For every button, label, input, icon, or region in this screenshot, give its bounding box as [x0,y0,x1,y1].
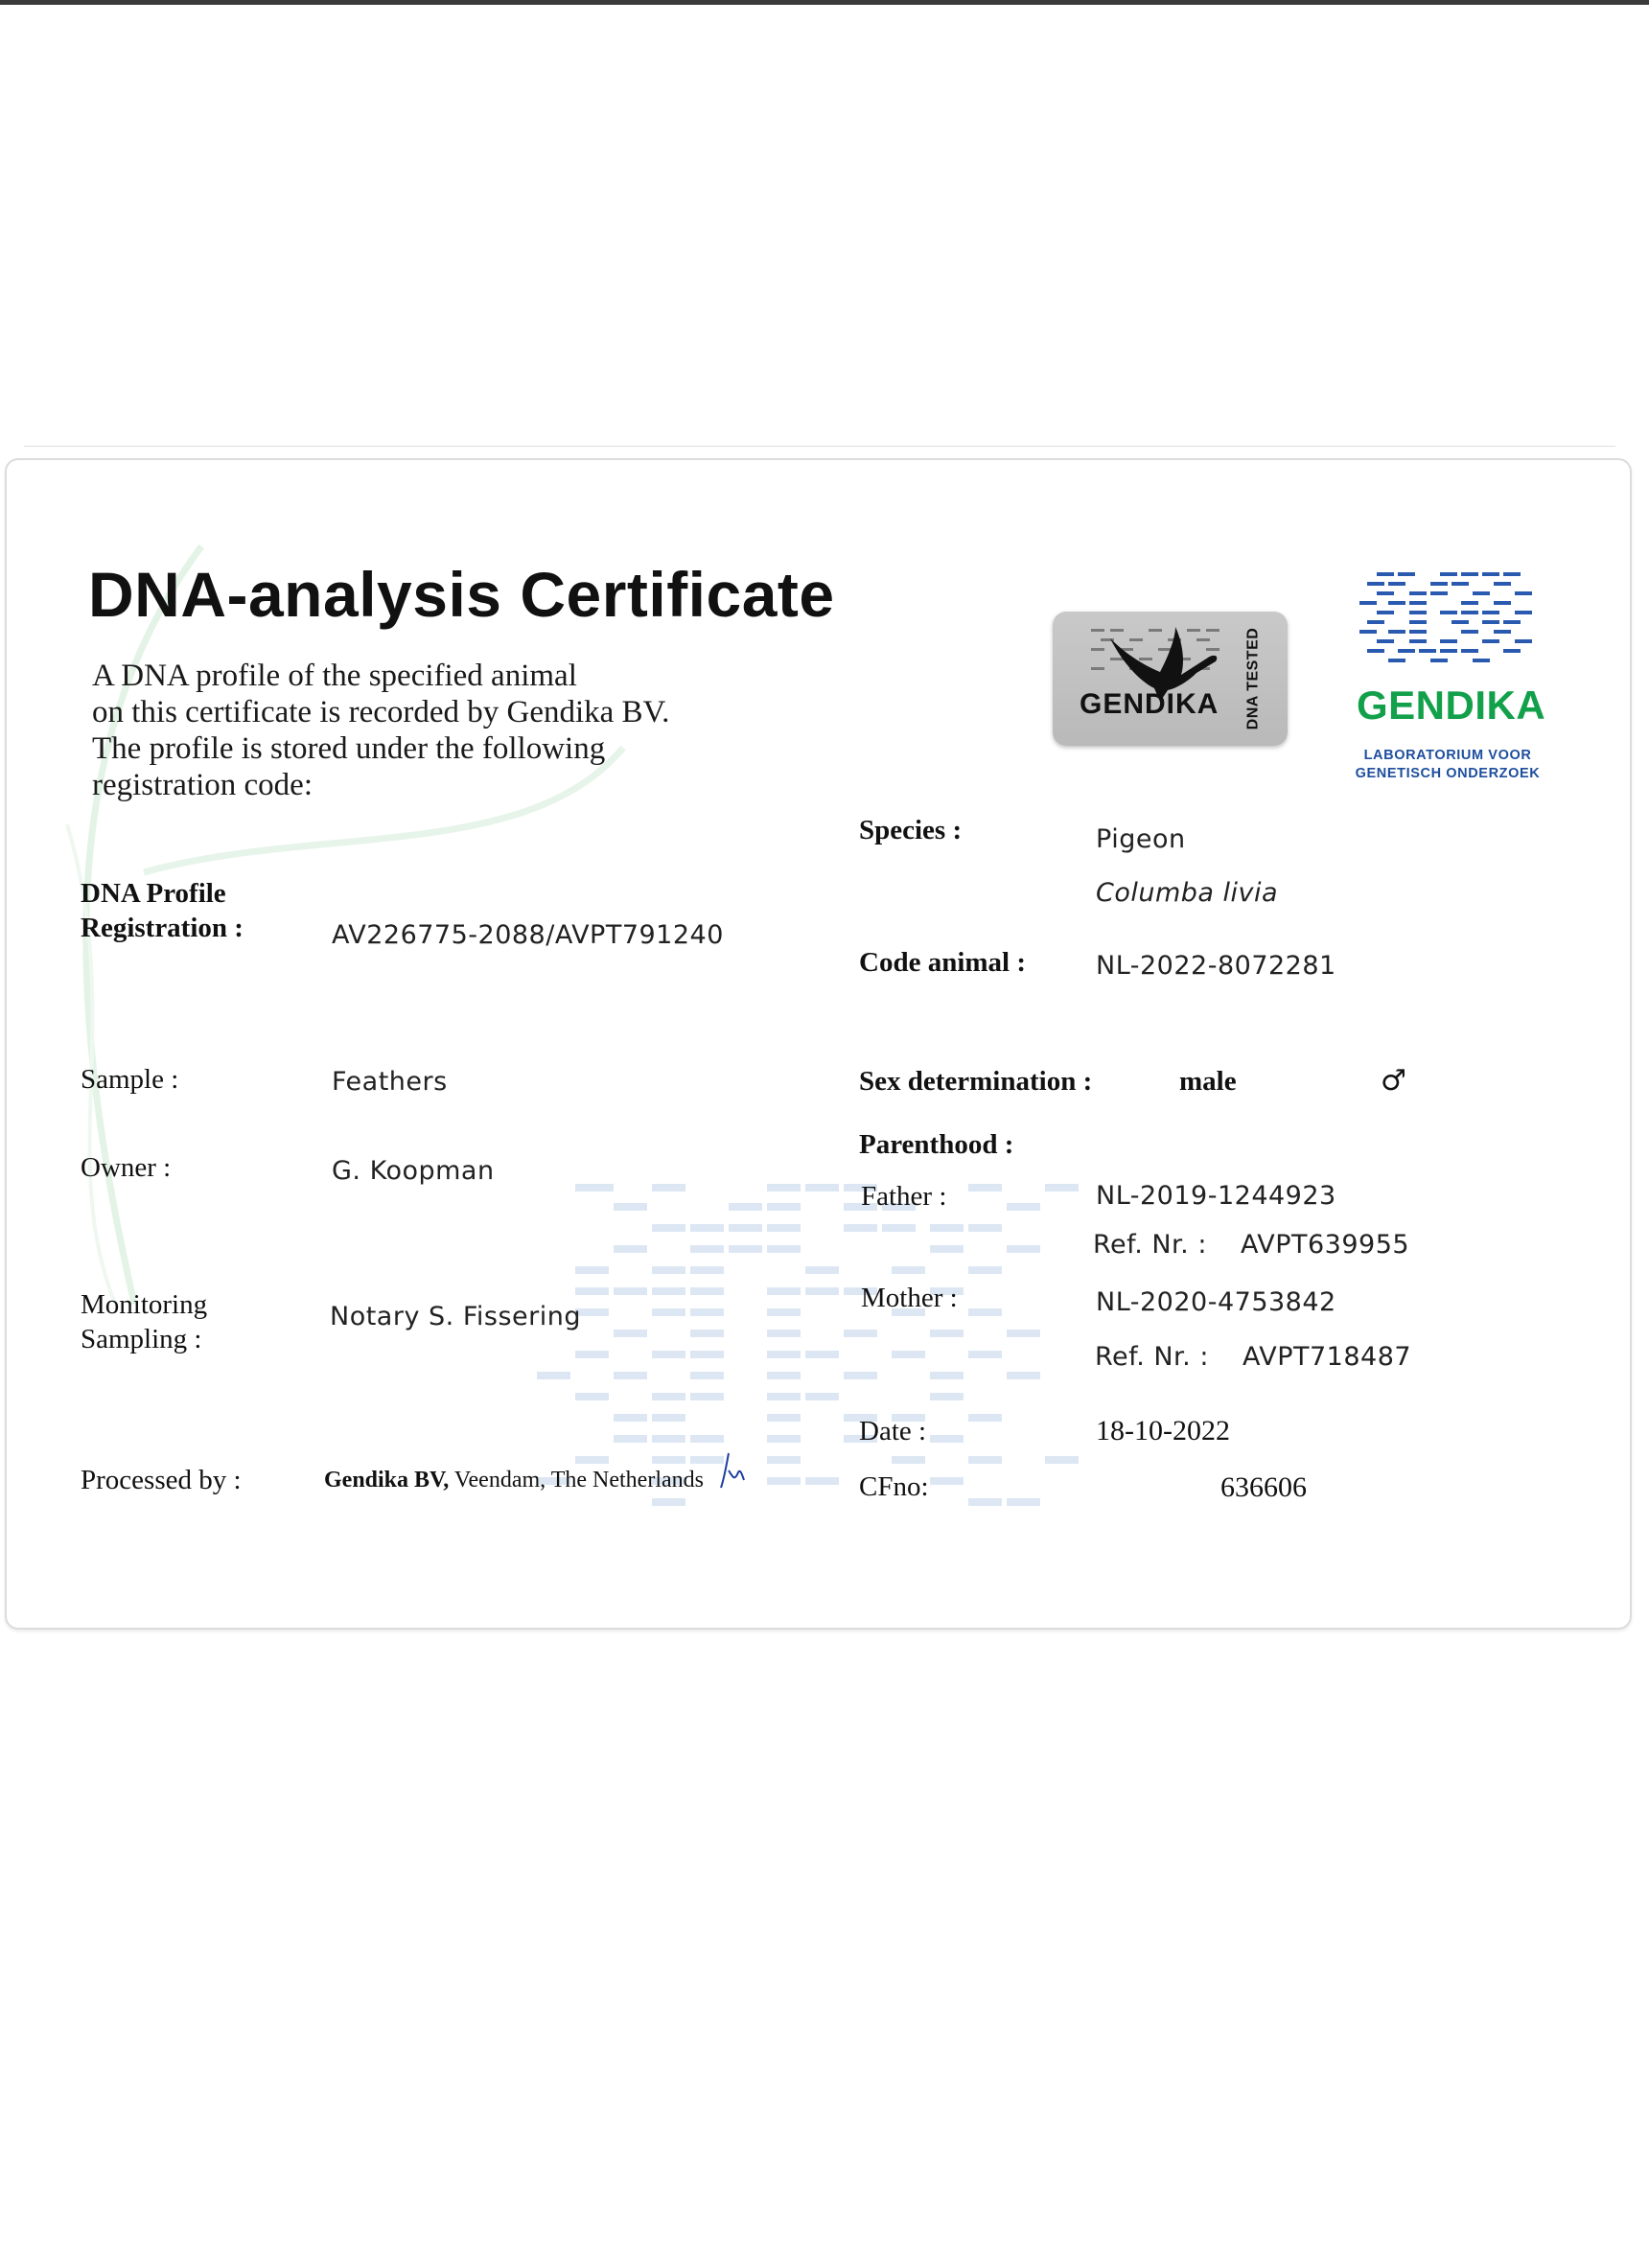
processed-by-company: Gendika BV, [324,1468,450,1493]
gendika-subtitle-line-2: GENETISCH ONDERZOEK [1355,766,1541,781]
father-ref-label: Ref. Nr. : [1093,1230,1207,1260]
processed-by-label: Processed by : [81,1465,242,1495]
cfno-value: 636606 [1220,1471,1307,1503]
intro-line-3: The profile is stored under the following [92,731,606,766]
male-symbol-icon: ♂ [1381,1064,1406,1098]
sex-determination-label: Sex determination : [859,1066,1093,1097]
father-label: Father : [861,1181,947,1212]
sample-value: Feathers [332,1067,448,1097]
gendika-logo-name: GENDIKA [1357,683,1546,728]
badge-vertical-text-wrap [1234,612,1272,746]
dna-tested-badge [1053,612,1288,746]
dna-profile-label-line-2: Registration : [81,913,244,943]
dna-profile-label-line-1: DNA Profile [81,878,226,909]
code-animal-value: NL-2022-8072281 [1096,951,1336,981]
badge-vertical-text: DNA TESTED [1244,627,1262,730]
species-latin: Columba livia [1096,878,1279,908]
parenthood-label: Parenthood : [859,1129,1014,1160]
gendika-logo-icon [1359,570,1538,676]
mother-ref-label: Ref. Nr. : [1095,1342,1209,1372]
date-label: Date : [859,1416,927,1446]
father-value: NL-2019-1244923 [1096,1181,1336,1211]
sex-value: male [1179,1066,1237,1097]
monitoring-label-line-1: Monitoring [81,1289,208,1320]
cfno-label: CFno: [859,1471,929,1502]
scan-top-edge [0,0,1649,5]
intro-line-2: on this certificate is recorded by Gendika BV. [92,695,670,729]
mother-label: Mother : [861,1283,958,1313]
mother-value: NL-2020-4753842 [1096,1287,1336,1317]
sample-label: Sample : [81,1064,179,1095]
processed-by-value [324,1468,704,1493]
mother-ref-value: AVPT718487 [1243,1342,1412,1372]
gendika-logo-subtitle [1352,747,1544,783]
monitoring-value: Notary S. Fissering [330,1302,581,1331]
father-ref-value: AVPT639955 [1241,1230,1410,1260]
intro-line-1: A DNA profile of the specified animal [92,659,577,693]
certificate-title: DNA-analysis Certificate [88,559,835,630]
scan-divider-line [24,446,1615,447]
date-value: 18-10-2022 [1096,1415,1230,1446]
intro-line-4: registration code: [92,768,314,802]
registration-code: AV226775-2088/AVPT791240 [332,920,724,950]
gendika-subtitle-line-1: LABORATORIUM VOOR [1363,748,1532,763]
monitoring-label-line-2: Sampling : [81,1324,202,1354]
signature-mark [717,1449,746,1492]
code-animal-label: Code animal : [859,947,1026,978]
owner-label: Owner : [81,1152,172,1183]
species-label: Species : [859,815,963,845]
owner-value: G. Koopman [332,1156,495,1186]
badge-word: GENDIKA [1080,688,1219,720]
processed-by-location: Veendam, The Netherlands [449,1468,704,1493]
species-value: Pigeon [1096,824,1186,854]
